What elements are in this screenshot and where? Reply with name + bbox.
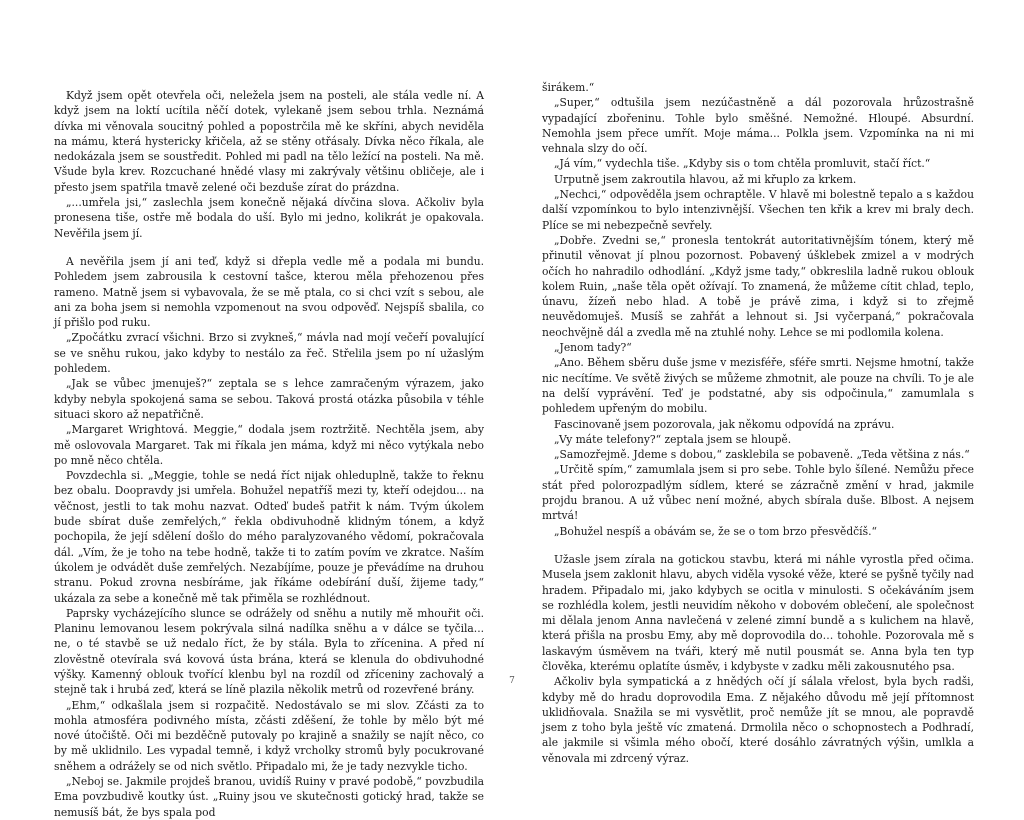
paragraph: „...umřela jsi,“ zaslechla jsem konečně nějaká dívčina slova. Ačkoliv byla pronesena tiše, ostře mě bodala do uší. Bylo mi jedno, kolikrát je opakovala. Nevěřila jsem jí.: [54, 196, 484, 240]
paragraph: „Ehm,“ odkašlala jsem si rozpačitě. Nedostávalo se mi slov. Zčásti za to mohla atmosféra podivného místa, zčásti zděšení, že tohle by mělo být mé nové útočiště. Oči mi bezděčně putovaly po krajině a snažily se najít něco, co by mě uklidnilo. Les vypadal temně, i když vrcholky stromů byly pocukrované sněhem a odrážely se od nich světlo. Připadalo mi, že je tady nezvykle ticho.: [54, 698, 484, 773]
right-text-column: [542, 80, 974, 766]
paragraph: „Jak se vůbec jmenuješ?“ zeptala se s lehce zamračeným výrazem, jako kdyby nebyla spokojená sama se sebou. Taková prostá otázka působila v téhle situaci skoro až nepatřičně.: [54, 377, 484, 421]
paragraph: Paprsky vycházejícího slunce se odrážely od sněhu a nutily mě mhouřit oči. Planinu lemovanou lesem pokrývala silná nadílka sněhu a v dálce se tyčila... ne, o té stavbě se už nedalo říct, že by stála. Byla to zřícenina. A před ní zlověstně otevírala svá kovová ústa brána, která se klenula do obdivuhodné výšky. Kamenný oblouk tvořící klenbu byl na rozdíl od zříceniny zachovalý a stejně tak i hrubá zeď, která se líně plazila několik metrů od rozevřené brány.: [54, 606, 484, 697]
section-break: [542, 539, 974, 552]
right-page: [512, 0, 1024, 768]
paragraph: Fascinovaně jsem pozorovala, jak někomu odpovídá na zprávu.: [554, 417, 895, 431]
paragraph: širákem.“: [542, 81, 595, 94]
paragraph: Urputně jsem zakroutila hlavou, až mi křuplo za krkem.: [554, 172, 857, 186]
paragraph: „Jenom tady?“: [554, 341, 632, 355]
paragraph: Užasle jsem zírala na gotickou stavbu, která mi náhle vyrostla před očima. Musela jsem zaklonit hlavu, abych viděla vysoké věže, které se pyšně tyčily nad hradem. Připadalo mi, jako kdybych se ocitla v minulosti. S očekáváním jsem se rozhlédla kolem, jestli neuvidím někoho v dobovém oblečení, ale společnost mi dělala jenom Anna navlečená v zelené zimní bundě a s kulichem na hlavě, která přišla na prosbu Emy, aby mě doprovodila do… tohohle. Pozorovala mě s laskavým úsměvem na tváři, který mě nutil pousmát se. Anna byla ten typ člověka, kterému oplatíte úsměv, i kdybyste v zadku měli zakousnutého psa.: [542, 552, 974, 673]
section-break: [54, 241, 484, 254]
left-page: [0, 0, 512, 819]
paragraph: „Ano. Během sběru duše jsme v mezisféře, sféře smrti. Nejsme hmotní, takže nic necítíme. Ve světě živých se můžeme zhmotnit, ale pouze na chvíli. To je ale na delší vyprávění. Teď je podstatné, aby sis odpočinula,“ zamumlala s pohledem upřeným do mobilu.: [542, 356, 974, 416]
paragraph: „Neboj se. Jakmile projdeš branou, uvidíš Ruiny v pravé podobě,“ povzbudila Ema povzbudivě koutky úst. „Ruiny jsou ve skutečnosti gotický hrad, takže se nemusíš bát, že bys spala pod: [54, 775, 484, 819]
paragraph: „Bohužel nespíš a obávám se, že se o tom brzo přesvědčíš.“: [554, 524, 877, 538]
paragraph: Ačkoliv byla sympatická a z hnědých očí jí sálala vřelost, byla bych radši, kdyby mě do hradu doprovodila Ema. Z nějakého důvodu mě její přítomnost uklidňovala. Snažila se mi vysvětlit, proč nemůže jít se mnou, ale popravdě jsem z toho byla ještě víc zmatená. Drmolila něco o schopnostech a Podhradí, ale jakmile si všimla mého obočí, které dosáhlo závratných výšin, umlkla a věnovala mi zdrcený výraz.: [542, 675, 974, 765]
paragraph: „Samozřejmě. Jdeme s dobou,“ zasklebila se pobaveně. „Teda většina z nás.“: [554, 448, 970, 462]
paragraph: „Margaret Wrightová. Meggie,“ dodala jsem roztržitě. Nechtěla jsem, aby mě oslovovala Margaret. Tak mi říkala jen máma, když mi něco vytýkala nebo po mně něco chtěla.: [54, 423, 484, 467]
paragraph: „Určitě spím,“ zamumlala jsem si pro sebe. Tohle bylo šílené. Nemůžu přece stát před polorozpadlým sídlem, které se zázračně změní v hrad, jakmile projdu branou. A už vůbec není možné, abych sbírala duše. Blbost. A nejsem mrtvá!: [542, 463, 974, 523]
paragraph: „Dobře. Zvedni se,“ pronesla tentokrát autoritativnějším tónem, který mě přinutil věnovat jí plnou pozornost. Pobavený úšklebek zmizel a v modrých očích ho nahradilo odhodlání. „Když jsme tady,“ obkreslila ladně rukou oblouk kolem Ruin, „naše těla opět ožívají. To znamená, že můžeme cítit chlad, teplo, únavu, žízeň nebo hlad. A tobě je právě zima, i když si to zřejmě neuvědomuješ. Musíš se zahřát a lehnout si. Jsi vyčerpaná,“ pokračovala neochvějně dál a zvedla mě na ztuhlé nohy. Lehce se mi podlomila kolena.: [542, 233, 974, 339]
paragraph: Povzdechla si. „Meggie, tohle se nedá říct nijak ohleduplně, takže to řeknu bez obalu. Doopravdy jsi umřela. Bohužel nepatříš mezi ty, kteří odejdou... na věčnost, jestli to tak mohu nazvat. Odteď budeš patřit k nám. Tvým úkolem bude sbírat duše zemřelých,“ řekla obdivuhodně klidným tónem, a když pochopila, že její sdělení došlo do mého paralyzovaného vědomí, pokračovala dál. „Vím, že je toho na tebe hodně, takže ti to zatím povím ve zkratce. Naším úkolem je odvádět duše zemřelých. Nezabíjíme, pouze je převádíme na druhou stranu. Pokud zrovna nesbíráme, jak říkáme odebírání duší, žijeme tady,“ ukázala za sebe a konečně mě tak přiměla se rozhlédnout.: [54, 469, 484, 605]
paragraph: „Já vím,“ vydechla tiše. „Kdyby sis o tom chtěla promluvit, stačí říct.“: [554, 157, 931, 171]
paragraph: „Super,“ odtušila jsem nezúčastněně a dál pozorovala hrůzostrašně vypadající zbořeninu. Tohle bylo směšné. Nemožné. Hloupé. Absurdní. Nemohla jsem přece umřít. Moje máma... Polkla jsem. Vzpomínka na ni mi vehnala slzy do očí.: [542, 96, 974, 156]
left-text-column: [54, 88, 484, 820]
page-number: 7: [509, 676, 515, 686]
paragraph: „Vy máte telefony?“ zeptala jsem se hloupě.: [554, 432, 792, 446]
paragraph: Když jsem opět otevřela oči, neležela jsem na posteli, ale stála vedle ní. A když jsem na loktí ucítila něčí dotek, vylekaně jsem sebou trhla. Neznámá dívka mi věnovala soucitný pohled a popostrčila mě ke skříni, abych neviděla na mámu, která hystericky křičela, až se stěny otřásaly. Dívka něco říkala, ale nedokázala jsem se soustředit. Pohled mi padl na tělo ležící na posteli. Na mě. Všude byla krev. Rozcuchané hnědé vlasy mi zakrývaly většinu obličeje, ale i přesto jsem spatřila tmavě zelené oči bezduše zírat do prázdna.: [54, 89, 484, 194]
paragraph: A nevěřila jsem jí ani teď, když si dřepla vedle mě a podala mi bundu. Pohledem jsem zabrousila k cestovní tašce, kterou měla přehozenou přes rameno. Matně jsem si vybavovala, že se mě ptala, co si chci vzít s sebou, ale ani za boha jsem si nemohla vzpomenout na svou odpověď. Nejspíš sbalila, co jí přišlo pod ruku.: [54, 254, 484, 330]
paragraph: „Nechci,“ odpověděla jsem ochraptěle. V hlavě mi bolestně tepalo a s každou další vzpomínkou to bylo intenzivnější. Všechen ten křik a krev mi braly dech. Plíce se mi nebezpečně sevřely.: [542, 188, 974, 232]
paragraph: „Zpočátku zvrací všichni. Brzo si zvykneš,“ mávla nad mojí večeří povalující se ve sněhu rukou, jako kdyby to nestálo za řeč. Střelila jsem po ní užaslým pohledem.: [54, 331, 484, 376]
